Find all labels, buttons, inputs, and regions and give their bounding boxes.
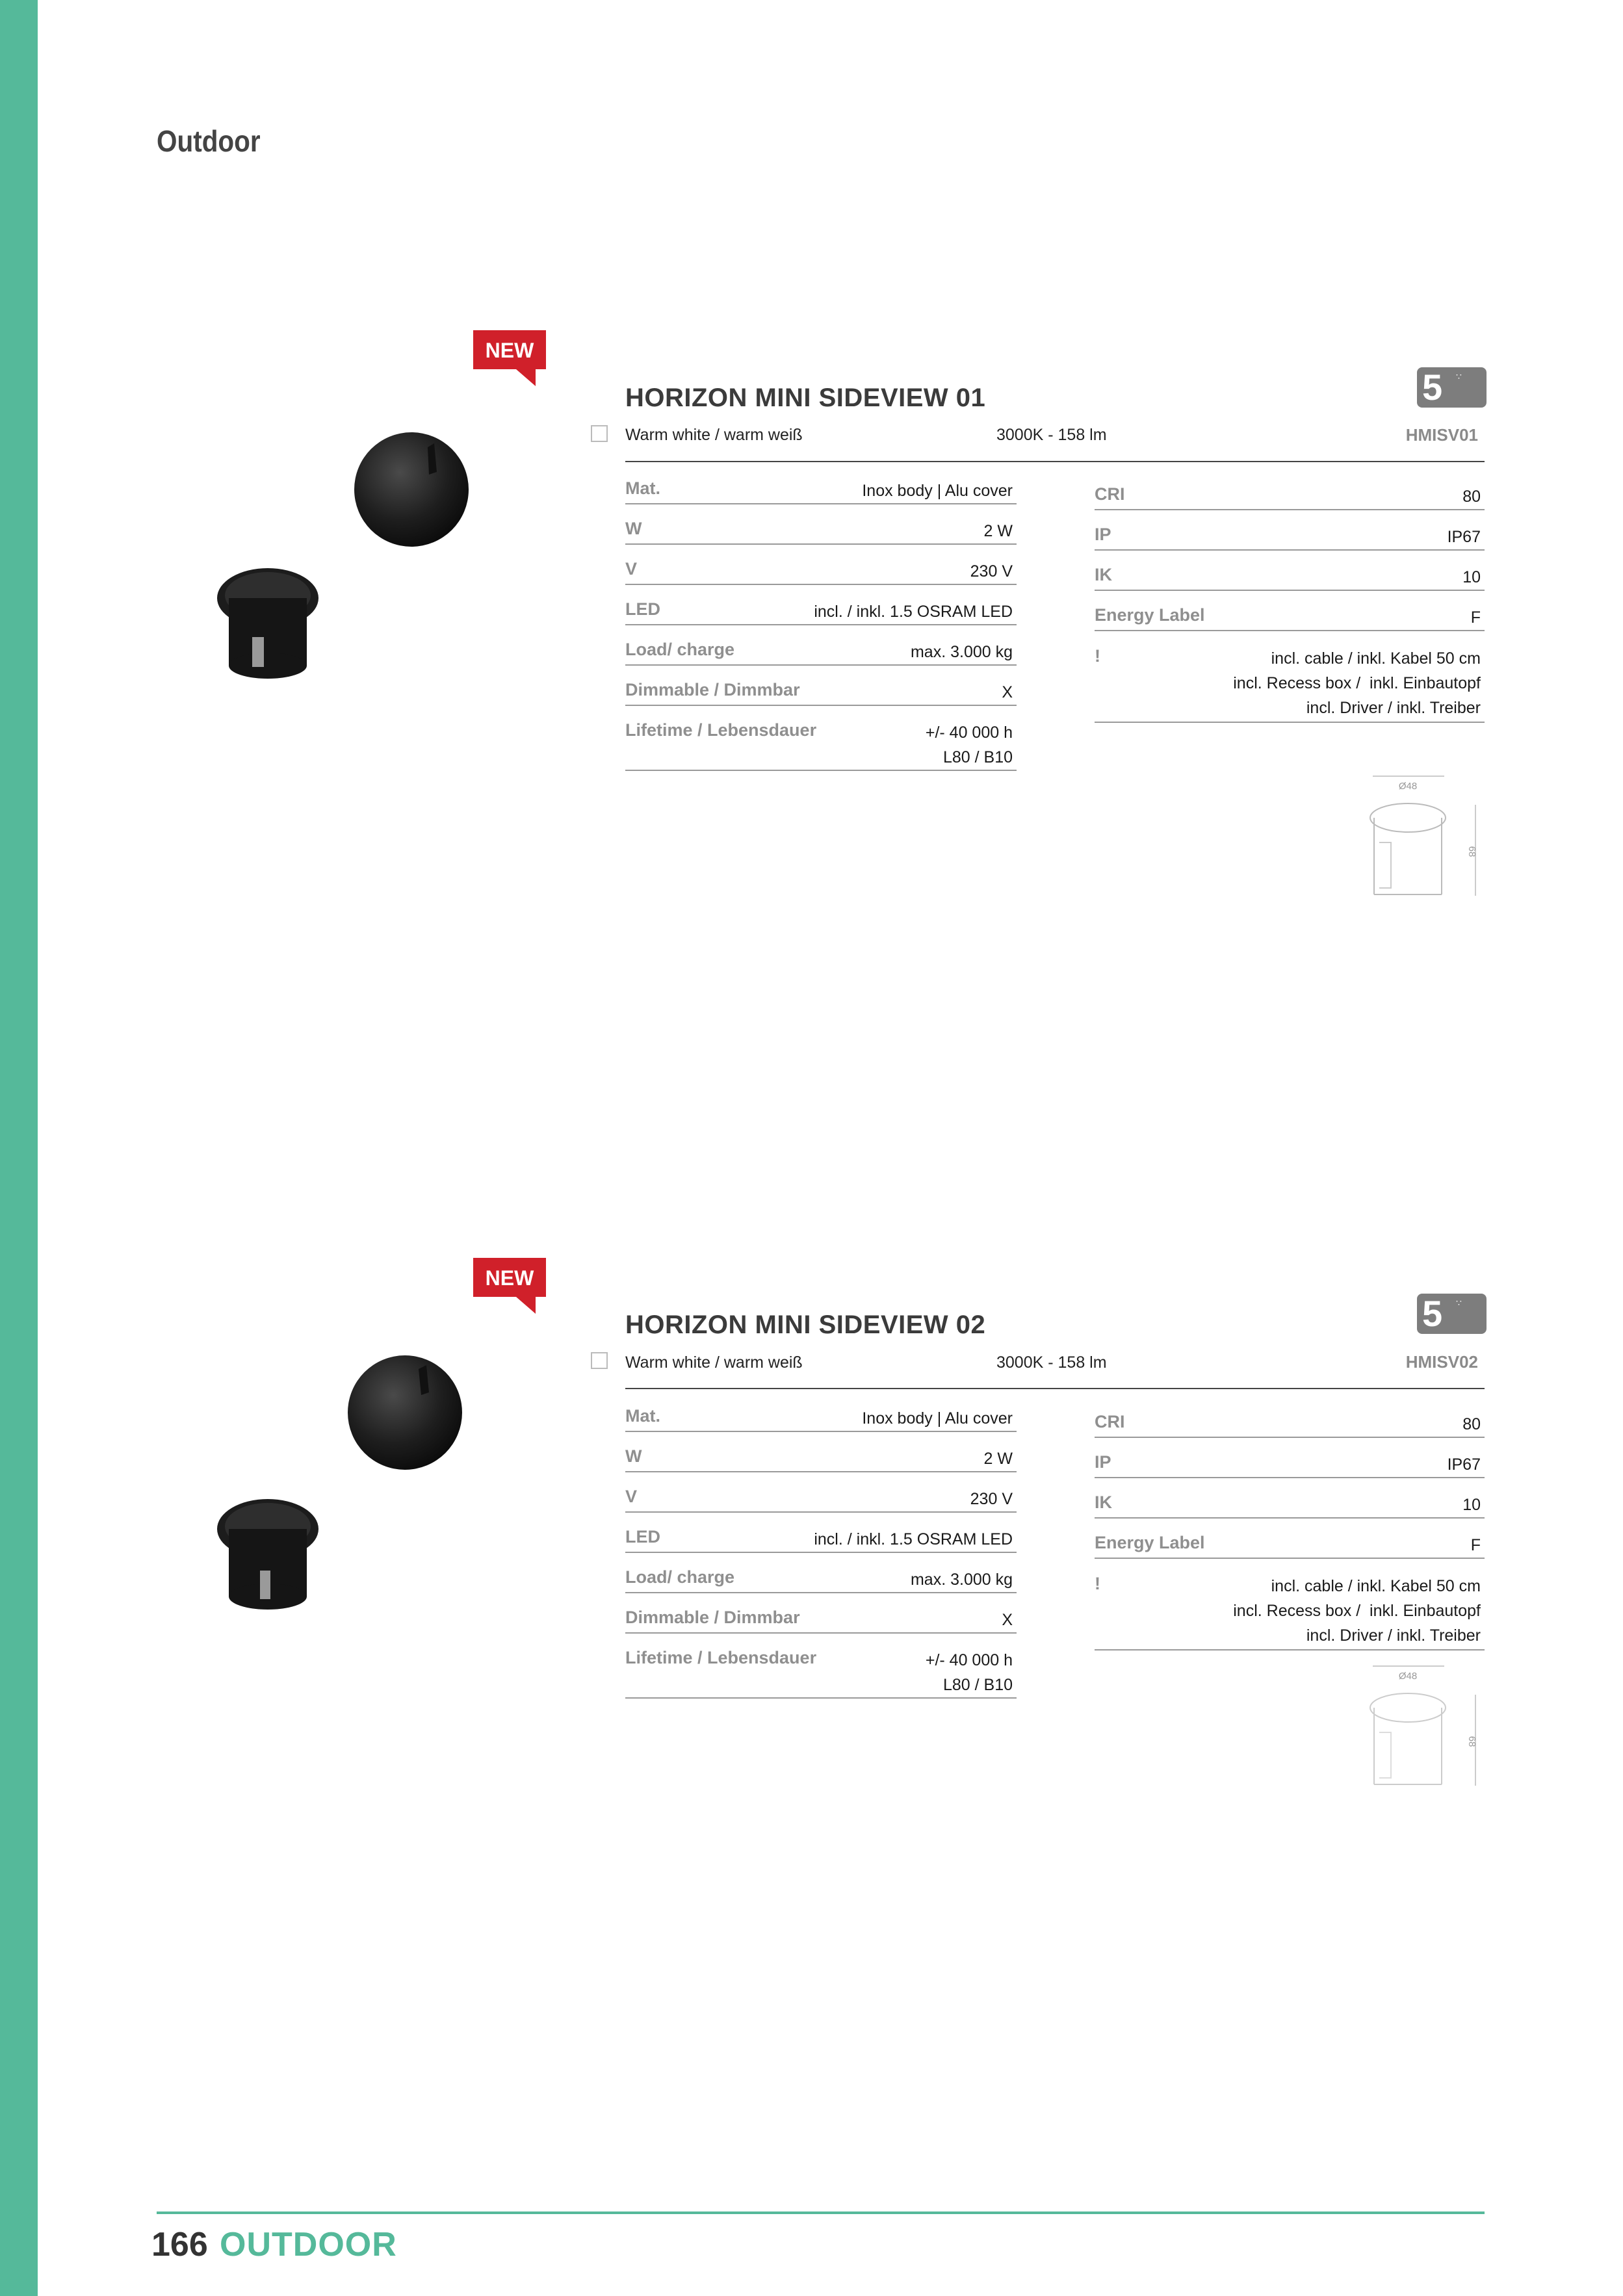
- product-name: HORIZON MINI SIDEVIEW 02: [625, 1311, 986, 1339]
- spec-value: max. 3.000 kg: [910, 1571, 1013, 1589]
- spec-row-load: [625, 640, 1017, 666]
- color-temperature-label: Warm white / warm weiß: [625, 426, 803, 444]
- warranty-badge: [1417, 1294, 1487, 1334]
- spec-row-lifetime: [625, 1648, 1017, 1699]
- spec-row-energy-label: [1095, 1533, 1485, 1559]
- footer-section-title: OUTDOOR: [220, 2226, 397, 2263]
- spec-value: X: [1002, 1611, 1013, 1629]
- spec-row-notes: [1095, 646, 1485, 723]
- page-title: Outdoor: [157, 124, 261, 158]
- spec-label: V: [625, 559, 638, 579]
- warranty-years: 5: [1422, 1293, 1443, 1334]
- spec-row-dimmable: [625, 1608, 1017, 1634]
- spec-value: incl. / inkl. 1.5 OSRAM LED: [814, 1530, 1013, 1548]
- spec-label: Lifetime / Lebensdauer: [625, 720, 817, 740]
- spec-value: F: [1470, 1536, 1481, 1554]
- spec-label: Load/ charge: [625, 1567, 735, 1587]
- color-checkbox[interactable]: [591, 1352, 608, 1369]
- product-code: HMISV01: [1405, 425, 1478, 445]
- spec-label: !: [1095, 646, 1100, 666]
- dimension-drawing: [1365, 771, 1488, 901]
- spec-row-ik: [1095, 1493, 1485, 1519]
- spec-label: CRI: [1095, 1412, 1125, 1431]
- light-output: 3000K - 158 lm: [996, 1353, 1107, 1372]
- spec-value: 80: [1462, 488, 1481, 506]
- spec-value: 230 V: [970, 1490, 1013, 1508]
- warranty-icon: ∵: [1456, 1298, 1463, 1308]
- spec-row-notes: [1095, 1574, 1485, 1650]
- spec-label: !: [1095, 1574, 1100, 1593]
- spec-value: 2 W: [983, 1450, 1013, 1468]
- spec-value: max. 3.000 kg: [910, 643, 1013, 661]
- spec-label: LED: [625, 599, 660, 619]
- spec-value: IP67: [1447, 1455, 1481, 1474]
- new-badge-label: NEW: [485, 1266, 534, 1290]
- spec-row-watt: [625, 1446, 1017, 1472]
- spec-label: Load/ charge: [625, 640, 735, 659]
- spec-label: Lifetime / Lebensdauer: [625, 1648, 817, 1667]
- spec-value: 2 W: [983, 522, 1013, 540]
- spec-row-dimmable: [625, 680, 1017, 706]
- spec-row-energy-label: [1095, 605, 1485, 631]
- spec-row-led: [625, 599, 1017, 625]
- spec-label: IP: [1095, 1452, 1111, 1472]
- spec-label: Energy Label: [1095, 605, 1205, 625]
- spec-label: CRI: [1095, 484, 1125, 504]
- spec-label: V: [625, 1487, 638, 1506]
- color-temperature-label: Warm white / warm weiß: [625, 1353, 803, 1372]
- height-label: 68: [1466, 846, 1477, 857]
- spec-label: Energy Label: [1095, 1533, 1205, 1552]
- spec-label: W: [625, 1446, 642, 1466]
- spec-value: +/- 40 000 h L80 / B10: [925, 1651, 1013, 1694]
- spec-value: IP67: [1447, 528, 1481, 546]
- spec-label: Dimmable / Dimmbar: [625, 680, 800, 699]
- new-badge-label: NEW: [485, 339, 534, 362]
- spec-value: X: [1002, 683, 1013, 701]
- spec-row-load: [625, 1567, 1017, 1593]
- spec-label: LED: [625, 1527, 660, 1546]
- footer-divider: [157, 2211, 1485, 2214]
- spec-row-ip: [1095, 1452, 1485, 1478]
- spec-row-material: [625, 1406, 1017, 1432]
- height-label: 68: [1466, 1736, 1477, 1747]
- header-divider: [625, 1388, 1485, 1389]
- spec-label: IP: [1095, 525, 1111, 544]
- spec-row-led: [625, 1527, 1017, 1553]
- spec-value: incl. / inkl. 1.5 OSRAM LED: [814, 603, 1013, 621]
- spec-row-cri: [1095, 1412, 1485, 1438]
- product-name: HORIZON MINI SIDEVIEW 01: [625, 384, 986, 412]
- spec-value: 10: [1462, 1496, 1481, 1514]
- spec-label: IK: [1095, 1493, 1112, 1512]
- spec-row-voltage: [625, 1487, 1017, 1513]
- new-badge: [473, 1258, 546, 1314]
- spec-label: Mat.: [625, 1406, 660, 1426]
- spec-label: Dimmable / Dimmbar: [625, 1608, 800, 1627]
- diameter-label: Ø48: [1398, 1671, 1418, 1682]
- spec-value: F: [1470, 608, 1481, 627]
- spec-label: W: [625, 519, 642, 538]
- spec-row-lifetime: [625, 720, 1017, 771]
- warranty-years: 5: [1422, 367, 1443, 408]
- diameter-label: Ø48: [1398, 781, 1418, 792]
- warranty-icon: ∵: [1456, 371, 1463, 382]
- page-number: 166: [151, 2226, 208, 2263]
- spec-value: 80: [1462, 1415, 1481, 1433]
- light-output: 3000K - 158 lm: [996, 426, 1107, 444]
- spec-value: 230 V: [970, 562, 1013, 581]
- spec-label: IK: [1095, 565, 1112, 584]
- product-code: HMISV02: [1405, 1352, 1478, 1372]
- spec-label: Mat.: [625, 478, 660, 498]
- spec-value: +/- 40 000 h L80 / B10: [925, 724, 1013, 766]
- spec-value: Inox body | Alu cover: [862, 1409, 1013, 1428]
- spec-value: 10: [1462, 568, 1481, 586]
- dimension-drawing: [1365, 1661, 1488, 1791]
- spec-value: Inox body | Alu cover: [862, 482, 1013, 500]
- spec-value: incl. cable / inkl. Kabel 50 cm incl. Recess box / inkl. Einbautopf incl. Driver / inkl. Treiber: [1233, 1577, 1481, 1645]
- spec-value: incl. cable / inkl. Kabel 50 cm incl. Recess box / inkl. Einbautopf incl. Driver / inkl. Treiber: [1233, 649, 1481, 717]
- product-photo-side-view: [214, 1495, 321, 1612]
- product-photo-top-view: [344, 1352, 465, 1473]
